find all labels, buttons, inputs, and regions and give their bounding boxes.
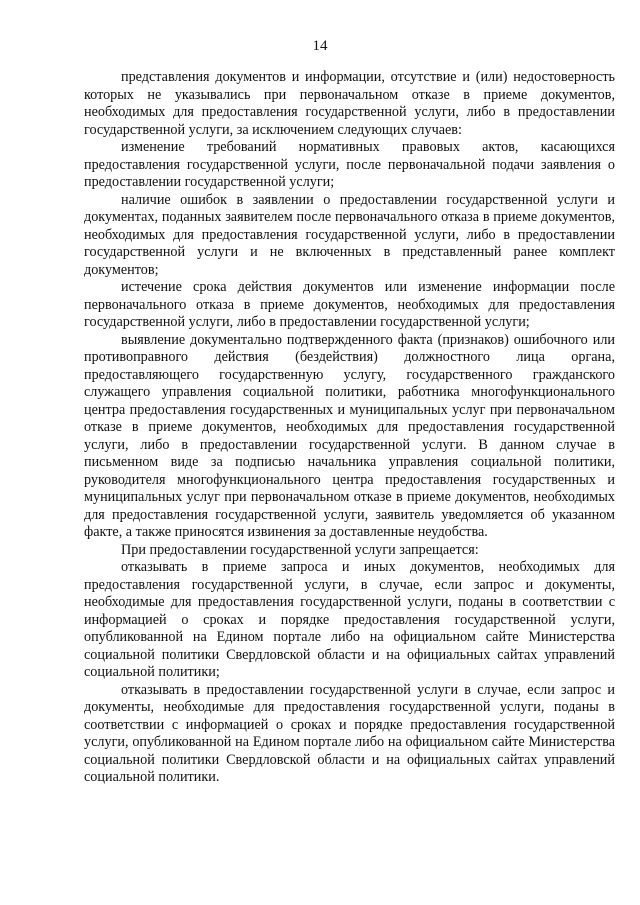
paragraph-prohibitions-heading: При предоставлении государственной услуги запрещается: (121, 541, 479, 558)
paragraph-document-expiry: истечение срока действия документов или изменение информации после первоначального отказа в приеме документов, необходимых для предоставления государственной услуги, либо в предоставлении государственной услуги; (84, 279, 615, 330)
page-number: 14 (312, 38, 328, 54)
document-body (84, 69, 615, 787)
paragraph-erroneous-action: выявление документально подтвержденного факта (признаков) ошибочного или противоправного действия (бездействия) должностного лица органа, предоставляющего государственную услугу, государственного гражданского служащего управления социальной политики, работника многофункционального центра предоставления государственных и муниципальных услуг при первоначальном отказе в приеме документов, необходимых для предоставления государственной услуги, либо в предоставлении государственной услуги. В данном случае в письменном виде за подписью начальника управления социальной политики, руководителя многофункционального центра предоставления государственных и муниципальных услуг при первоначальном отказе в приеме документов, необходимых для предоставления государственной услуги, заявитель уведомляется об указанном факте, а также приносятся извинения за доставленные неудобства. (84, 331, 615, 540)
paragraph-refusal-service: отказывать в предоставлении государственной услуги в случае, если запрос и документы, необходимые для предоставления государственной услуги, поданы в соответствии с информацией о сроках и порядке предоставления государственной услуги, опубликованной на Едином портале либо на официальном сайте Министерства социальной политики Свердловской области и на официальных сайтах управлений социальной политики. (84, 681, 615, 785)
paragraph-requirements-change: изменение требований нормативных правовых актов, касающихся предоставления государственной услуги, после первоначальной подачи заявления о предоставлении государственной услуги; (84, 139, 615, 190)
paragraph-intro-continuation: представления документов и информации, отсутствие и (или) недостоверность которых не указывались при первоначальном отказе в приеме документов, необходимых для предоставления государственной услуги, либо в предоставлении государственной услуги, за исключением следующих случаев: (84, 69, 615, 138)
paragraph-application-errors: наличие ошибок в заявлении о предоставлении государственной услуги и документах, поданных заявителем после первоначального отказа в приеме документов, необходимых для предоставления государственной услуги, либо в предоставлении государственной услуги и не включенных в представленный ранее комплект документов; (84, 191, 615, 278)
paragraph-refusal-acceptance: отказывать в приеме запроса и иных документов, необходимых для предоставления государственной услуги, в случае, если запрос и документы, необходимые для предоставления государственной услуги, поданы в соответствии с информацией о сроках и порядке предоставления государственной услуги, опубликованной на Едином портале либо на официальном сайте Министерства социальной политики Свердловской области и на официальных сайтах управлений социальной политики; (84, 559, 615, 680)
